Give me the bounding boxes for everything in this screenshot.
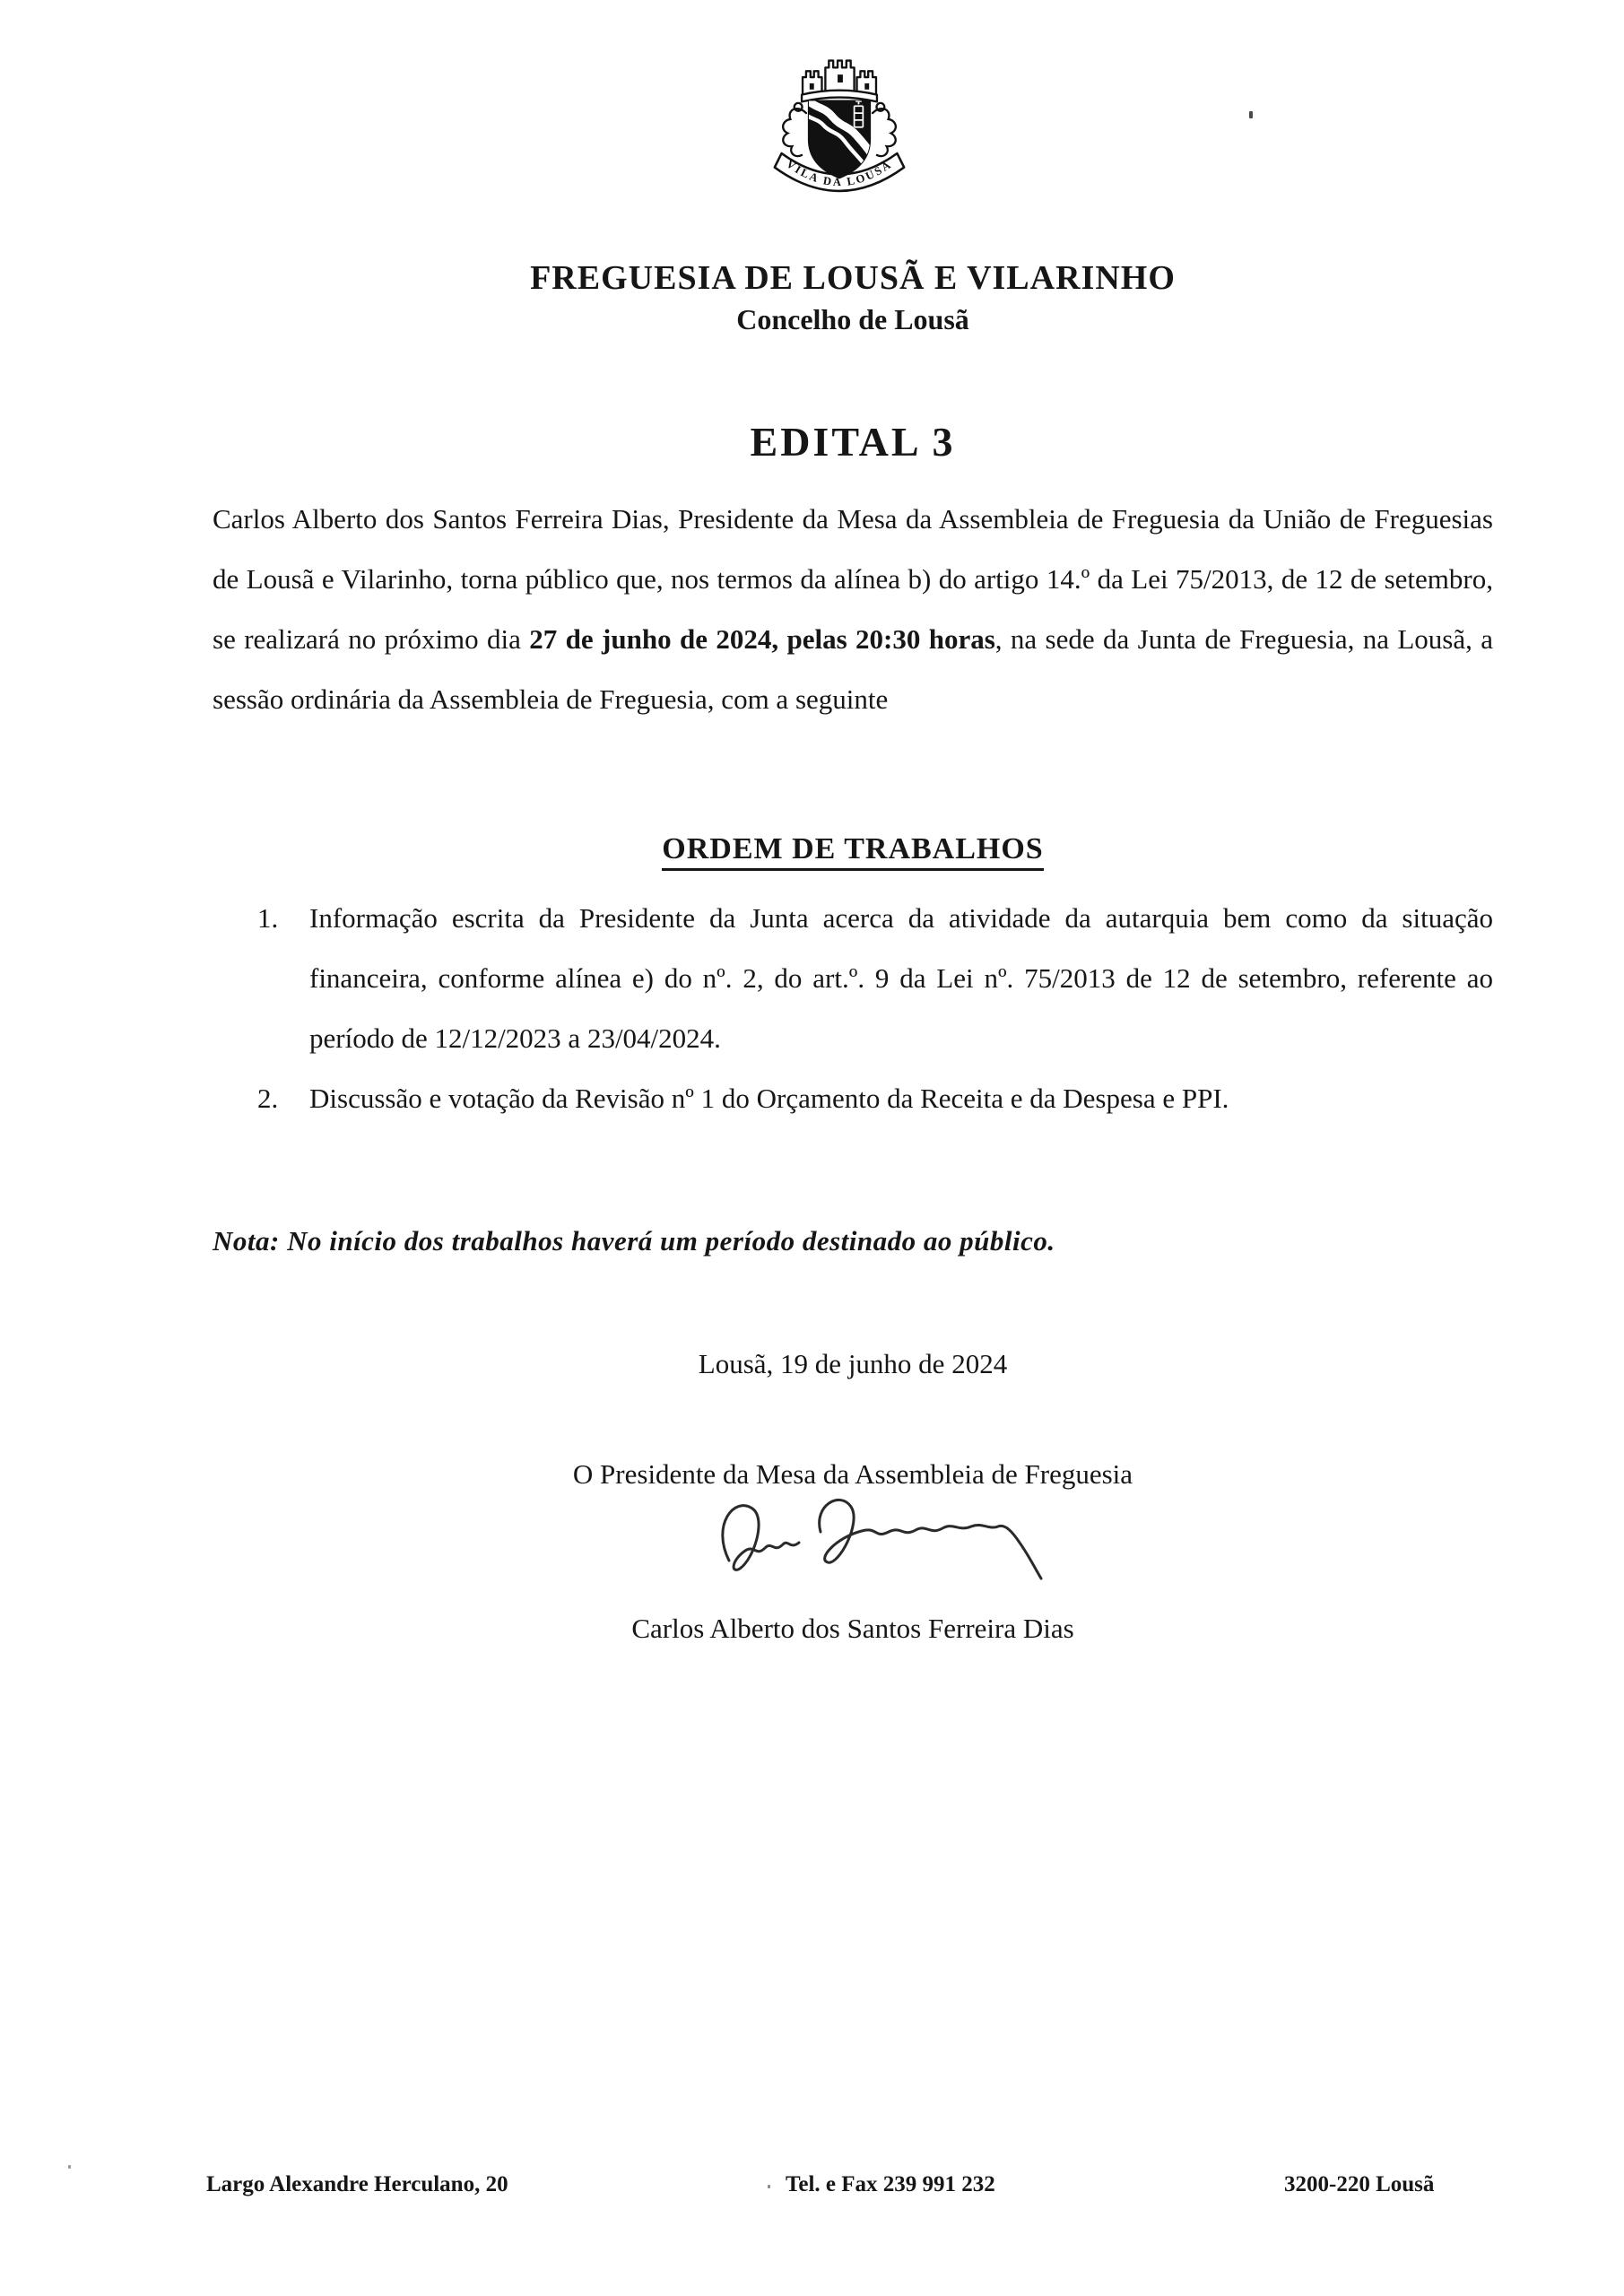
organization-subtitle: Concelho de Lousã xyxy=(736,303,969,335)
intro-text-2: , na sede da Junta de Freguesia, na Lousã, a sessão ordinária da Assembleia de Freguesia, com a seguinte xyxy=(213,623,1493,715)
agenda-item-1-text: Informação escrita da Presidente da Junta acerca da atividade da autarquia bem como da situação financeira, conforme alínea e) do nº. 2, do art.º. 9 da Lei nº. 75/2013 de 12 de setembro, referente ao período de 12/12/2023 a 23/04/2024. xyxy=(309,902,1493,1054)
organization-header xyxy=(213,258,1493,336)
agenda-heading xyxy=(213,832,1493,871)
signer-name: Carlos Alberto dos Santos Ferreira Dias xyxy=(631,1613,1074,1644)
footer-address: Largo Alexandre Herculano, 20 xyxy=(206,2172,508,2196)
handwritten-signature xyxy=(213,1482,1493,1612)
agenda-item-2-number: 2. xyxy=(257,1083,279,1114)
intro-text-1: Carlos Alberto dos Santos Ferreira Dias, Presidente da Mesa da Assembleia de Freguesia da União de Freguesias de Lousã e Vilarinho, torna público que, nos termos da alínea b) do artigo 14.º da Lei 75/2013, de 12 de setembro, se realizará no próximo dia xyxy=(213,503,1493,655)
agenda-item-2 xyxy=(213,1068,1493,1128)
scan-artifact-speck xyxy=(1249,111,1253,118)
crest-banner-text: VILA DA LOUSÃ xyxy=(784,157,895,189)
agenda-item-1-number: 1. xyxy=(257,902,279,934)
scan-artifact-speck xyxy=(68,2165,71,2169)
place-and-date: Lousã, 19 de junho de 2024 xyxy=(698,1348,1008,1379)
municipal-crest-icon xyxy=(760,45,918,224)
intro-paragraph xyxy=(213,489,1493,729)
scan-artifact-speck xyxy=(768,2185,770,2188)
public-period-note: Nota: No início dos trabalhos haverá um período destinado ao público. xyxy=(213,1225,1055,1257)
footer-phone: Tel. e Fax 239 991 232 xyxy=(786,2172,995,2196)
agenda-item-2-text: Discussão e votação da Revisão nº 1 do Orçamento da Receita e da Despesa e PPI. xyxy=(309,1083,1229,1114)
intro-text-bold-date: 27 de junho de 2024, pelas 20:30 horas xyxy=(529,623,995,655)
agenda-list xyxy=(213,888,1493,1128)
signer-title: O Presidente da Mesa da Assembleia de Freguesia xyxy=(572,1458,1133,1490)
document-title: EDITAL 3 xyxy=(750,419,956,465)
agenda-item-1 xyxy=(213,888,1493,1068)
organization-name: FREGUESIA DE LOUSÃ E VILARINHO xyxy=(530,259,1176,297)
footer-postal-code: 3200-220 Lousã xyxy=(1284,2172,1435,2196)
agenda-heading-text: ORDEM DE TRABALHOS xyxy=(662,832,1043,871)
